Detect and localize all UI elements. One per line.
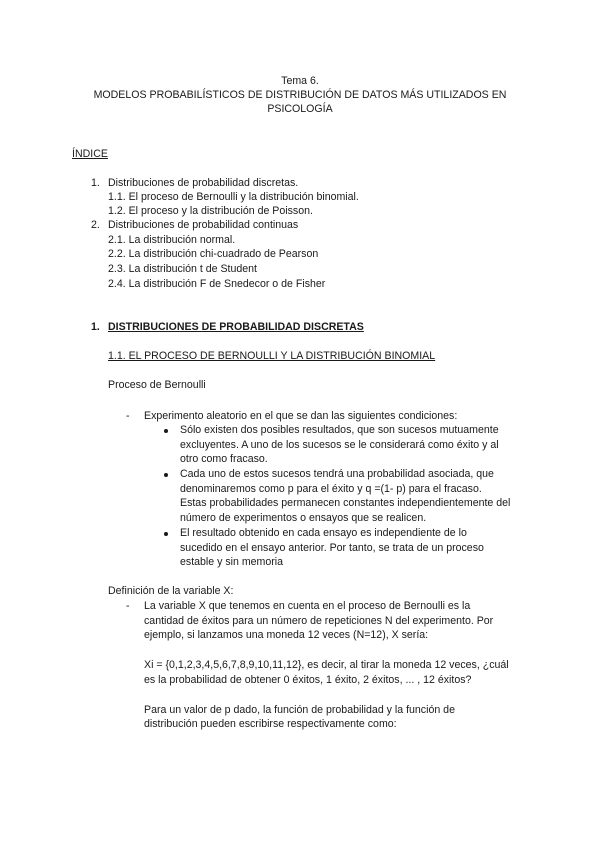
topic-number: Tema 6.: [281, 75, 319, 87]
condition-1-line-1: Sólo existen dos posibles resultados, que son sucesos mutuamente: [180, 424, 499, 436]
index-item-1-number: 1.: [91, 177, 100, 189]
document-title-line-1: MODELOS PROBABILÍSTICOS DE DISTRIBUCIÓN DE DATOS MÁS UTILIZADOS EN: [93, 89, 507, 101]
xi-line-1: Xi = {0,1,2,3,4,5,6,7,8,9,10,11,12}, es decir, al tirar la moneda 12 veces, ¿cuál: [144, 659, 509, 671]
index-subitem-1-2: 1.2. El proceso y la distribución de Poisson.: [108, 205, 313, 217]
para-line-1: Para un valor de p dado, la función de probabilidad y la función de: [144, 704, 455, 716]
variable-line-3: ejemplo, si lanzamos una moneda 12 veces (N=12), X sería:: [144, 629, 429, 641]
document-title-line-2: PSICOLOGÍA: [267, 103, 333, 115]
bullet-dot: [164, 473, 168, 477]
list-dash: -: [126, 410, 130, 422]
condition-3-line-1: El resultado obtenido en cada ensayo es independiente de lo: [180, 527, 467, 539]
section-1-title: DISTRIBUCIONES DE PROBABILIDAD DISCRETAS: [108, 321, 364, 333]
index-subitem-1-1: 1.1. El proceso de Bernoulli y la distribución binomial.: [108, 191, 359, 203]
subsection-1-1-title: 1.1. EL PROCESO DE BERNOULLI Y LA DISTRIBUCIÓN BINOMIAL: [108, 350, 436, 362]
variable-line-2: cantidad de éxitos para un número de repeticiones N del experimento. Por: [144, 615, 494, 627]
list-dash: -: [126, 600, 130, 612]
bullet-dot: [164, 429, 168, 433]
condition-2-line-4: número de experimentos o ensayos que se realicen.: [180, 512, 427, 524]
variable-definition-heading: Definición de la variable X:: [108, 585, 234, 597]
proceso-bernoulli-heading: Proceso de Bernoulli: [108, 379, 206, 391]
experiment-intro: Experimento aleatorio en el que se dan las siguientes condiciones:: [144, 410, 458, 422]
condition-3-line-2: sucedido en el ensayo anterior. Por tanto, se trata de un proceso: [180, 542, 484, 554]
index-item-2-number: 2.: [91, 219, 100, 231]
condition-3-line-3: estable y sin memoria: [180, 556, 284, 568]
variable-line-1: La variable X que tenemos en cuenta en el proceso de Bernoulli es la: [144, 600, 471, 612]
condition-1-line-2: excluyentes. A uno de los sucesos se le considerará como éxito y al: [180, 439, 499, 451]
index-heading: ÍNDICE: [72, 148, 108, 160]
condition-1-line-3: otro como fracaso.: [180, 453, 268, 465]
para-line-2: distribución pueden escribirse respectivamente como:: [144, 718, 397, 730]
condition-2-line-2: denominaremos como p para el éxito y q =(1- p) para el fracaso.: [180, 483, 482, 495]
xi-line-2: es la probabilidad de obtener 0 éxitos, 1 éxito, 2 éxitos, ... , 12 éxitos?: [144, 674, 472, 686]
section-1-number: 1.: [91, 321, 100, 333]
index-subitem-2-3: 2.3. La distribución t de Student: [108, 263, 258, 275]
condition-2-line-3: Estas probabilidades permanecen constantes independientemente del: [180, 497, 511, 509]
bullet-dot: [164, 532, 168, 536]
index-subitem-2-4: 2.4. La distribución F de Snedecor o de Fisher: [108, 278, 326, 290]
index-item-2-label: Distribuciones de probabilidad continuas: [108, 219, 299, 231]
index-subitem-2-2: 2.2. La distribución chi-cuadrado de Pearson: [108, 248, 319, 260]
index-item-1-label: Distribuciones de probabilidad discretas.: [108, 177, 299, 189]
index-subitem-2-1: 2.1. La distribución normal.: [108, 234, 236, 246]
condition-2-line-1: Cada uno de estos sucesos tendrá una probabilidad asociada, que: [180, 468, 494, 480]
